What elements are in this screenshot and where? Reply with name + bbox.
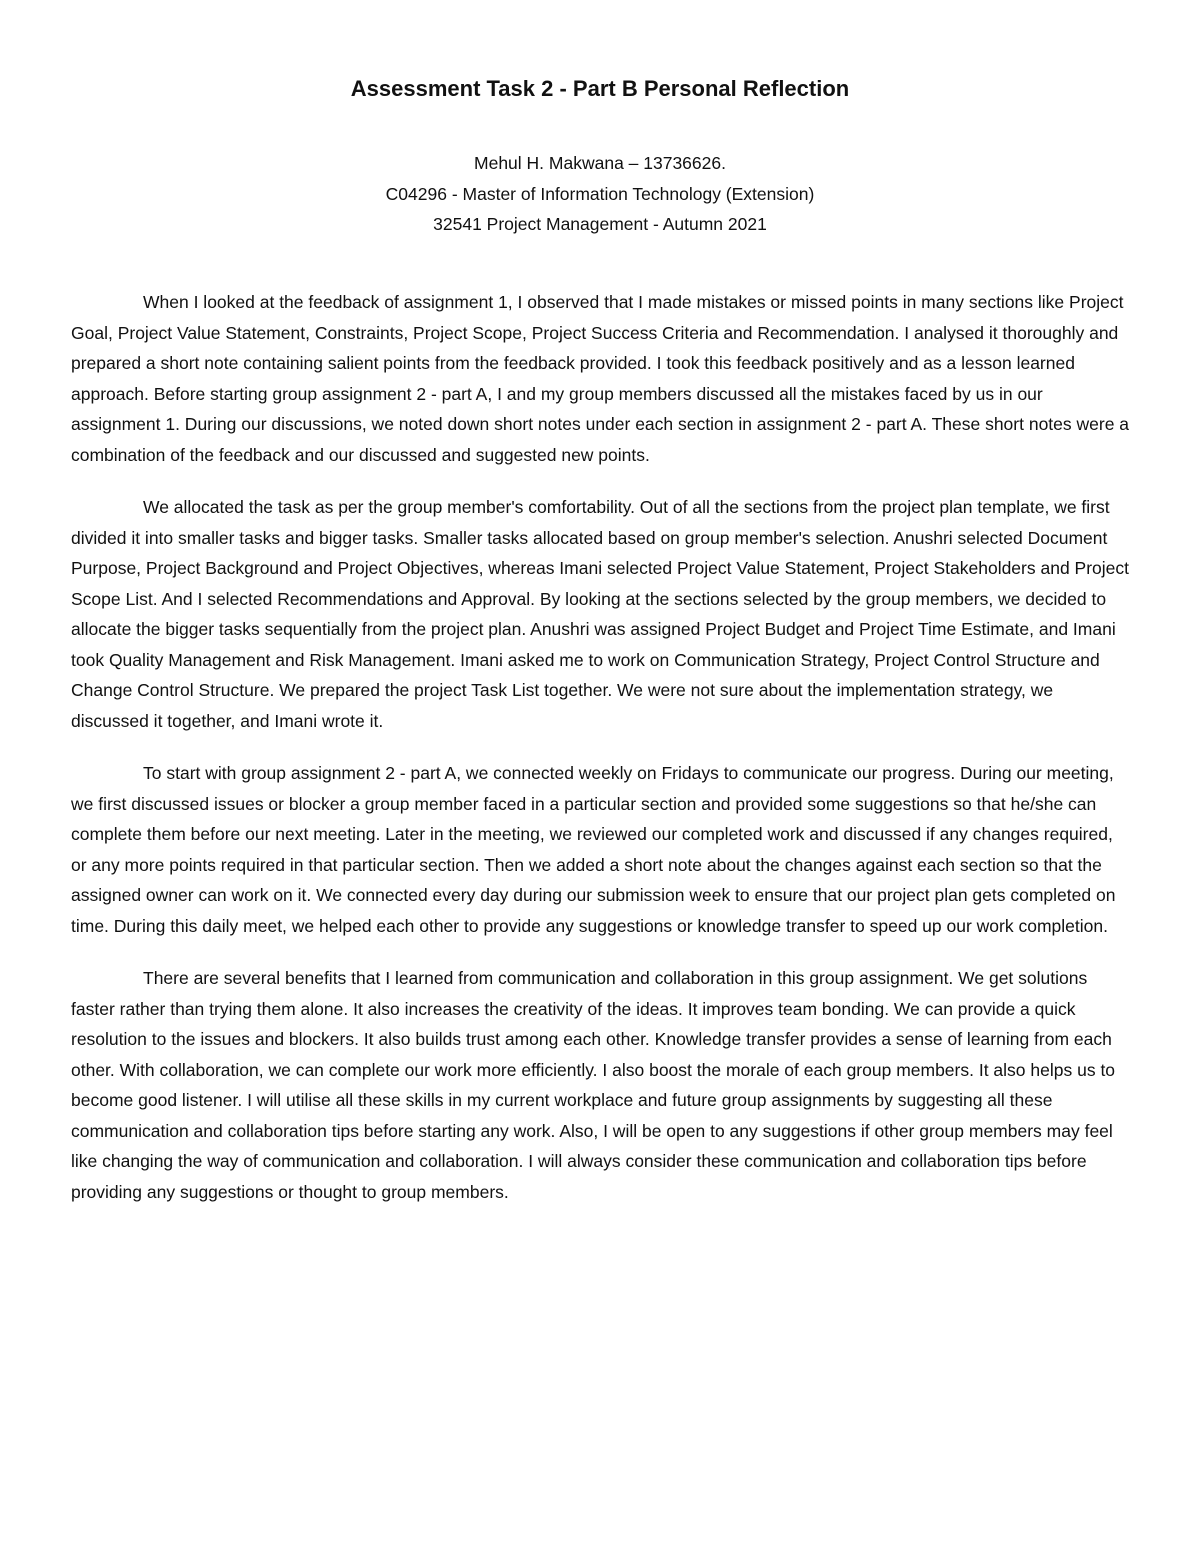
paragraph-task-allocation: We allocated the task as per the group member's comfortability. Out of all the sections from the project plan template, we first divided it into smaller tasks and bigger tasks. Smaller tasks allocated based on group member's selection. Anushri selected Document Purpose, Project Background and Project Objectives, whereas Imani selected Project Value Statement, Project Stakeholders and Project Scope List. And I selected Recommendations and Approval. By looking at the sections selected by the group members, we decided to allocate the bigger tasks sequentially from the project plan. Anushri was assigned Project Budget and Project Time Estimate, and Imani took Quality Management and Risk Management. Imani asked me to work on Communication Strategy, Project Control Structure and Change Control Structure. We prepared the project Task List together. We were not sure about the implementation strategy, we discussed it together, and Imani wrote it. [71,497,1130,731]
paragraph-meetings: To start with group assignment 2 - part A, we connected weekly on Fridays to communicate our progress. During our meeting, we first discussed issues or blocker a group member faced in a particular section and provided some suggestions so that he/she can complete them before our next meeting. Later in the meeting, we reviewed our completed work and discussed if any changes required, or any more points required in that particular section. Then we added a short note about the changes against each section so that the assigned owner can work on it. We connected every day during our submission week to ensure that our project plan gets completed on time. During this daily meet, we helped each other to provide any suggestions or knowledge transfer to speed up our work completion. [71,763,1116,936]
document-title: Assessment Task 2 - Part B Personal Reflection [350,76,850,101]
document-body [71,287,1133,1229]
author-line: Mehul H. Makwana – 13736626. [474,153,726,173]
paragraph-benefits: There are several benefits that I learned from communication and collaboration in this group assignment. We get solutions faster rather than trying them alone. It also increases the creativity of the ideas. It improves team bonding. We can provide a quick resolution to the issues and blockers. It also builds trust among each other. Knowledge transfer provides a sense of learning from each other. With collaboration, we can complete our work more efficiently. I also boost the morale of each group members. It also helps us to become good listener. I will utilise all these skills in my current workplace and future group assignments by suggesting all these communication and collaboration tips before starting any work. Also, I will be open to any suggestions if other group members may feel like changing the way of communication and collaboration. I will always consider these communication and collaboration tips before providing any suggestions or thought to group members. [71,968,1116,1202]
course-line: C04296 - Master of Information Technology (Extension) [385,183,815,204]
subject-line: 32541 Project Management - Autumn 2021 [433,214,767,234]
paragraph-feedback: When I looked at the feedback of assignment 1, I observed that I made mistakes or missed points in many sections like Project Goal, Project Value Statement, Constraints, Project Scope, Project Success Criteria and Recommendation. I analysed it thoroughly and prepared a short note containing salient points from the feedback provided. I took this feedback positively and as a lesson learned approach. Before starting group assignment 2 - part A, I and my group members discussed all the mistakes faced by us in our assignment 1. During our discussions, we noted down short notes under each section in assignment 2 - part A. These short notes were a combination of the feedback and our discussed and suggested new points. [71,292,1130,465]
author-block [0,148,1200,240]
